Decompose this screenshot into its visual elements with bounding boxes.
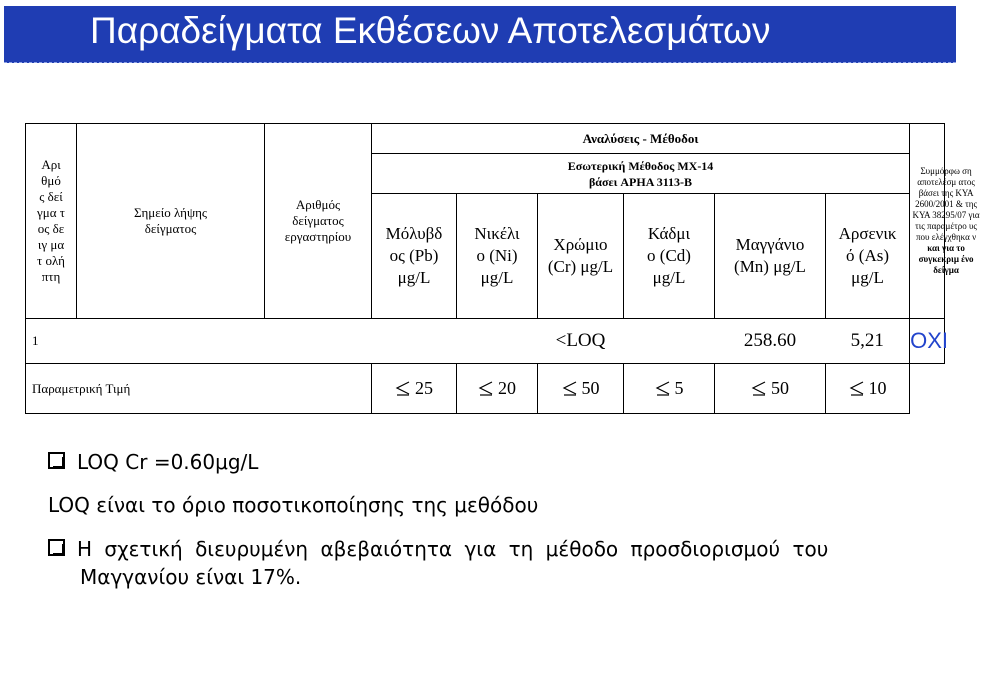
cell-cr: <LOQ [538,319,624,364]
checkbox-bullet-icon [48,539,65,556]
cell-sample-no: 1 [26,319,77,364]
cell-cd [624,319,715,364]
cell-mn: 258.60 [715,319,826,364]
checkbox-bullet-icon [48,452,65,469]
less-equal-icon [478,380,494,396]
param-mn: 50 [715,364,826,414]
note-loq-cr: LOQ Cr =0.60μg/L [48,450,258,474]
less-equal-icon [751,380,767,396]
header-cd: Κάδμι ο (Cd) μg/L [624,194,715,319]
header-compliance: Συμμόρφω ση αποτελέσμ ατος βάσει της ΚΥΑ 2600/2001 & της ΚΥΑ 38295/07 για τις παραμέτρο υς που ελέγχθηκα ν και για το συγκεκριμ ένο δείγμα [910,124,945,319]
param-cd: 5 [624,364,715,414]
less-equal-icon [655,380,671,396]
note-uncertainty-line2: Μαγγανίου είναι 17%. [80,565,302,589]
cell-as: 5,21 [826,319,910,364]
cell-compliance: ΟΧΙ [910,319,945,364]
cell-pb [372,319,457,364]
header-analyses-methods: Αναλύσεις - Μέθοδοι [372,124,910,154]
results-table [25,123,980,414]
less-equal-icon [395,380,411,396]
note-loq-definition: LOQ είναι το όριο ποσοτικοποίησης της μεθόδου [48,493,539,517]
header-pb: Μόλυβδ ος (Pb) μg/L [372,194,457,319]
header-as: Αρσενικ ό (As) μg/L [826,194,910,319]
param-as: 10 [826,364,910,414]
title-bar [4,6,956,63]
param-pb: 25 [372,364,457,414]
page-title: Παραδείγματα Εκθέσεων Αποτελεσμάτων [90,10,771,51]
header-cr: Χρώμιο (Cr) μg/L [538,194,624,319]
less-equal-icon [562,380,578,396]
less-equal-icon [849,380,865,396]
param-label: Παραμετρική Τιμή [26,364,372,414]
param-cr: 50 [538,364,624,414]
header-sample-no: Αρι θμό ς δεί γμα τος δειγ ματ ολή πτη [26,124,77,319]
cell-sampling-point [77,319,265,364]
cell-lab-no [265,319,372,364]
header-method: Εσωτερική Μέθοδος ΜΧ-14 βάσει APHA 3113-B [372,154,910,194]
header-mn: Μαγγάνιο (Mn) μg/L [715,194,826,319]
header-ni: Νικέλι ο (Ni) μg/L [457,194,538,319]
table-row [26,319,945,364]
cell-ni [457,319,538,364]
table-row [26,364,945,414]
param-ni: 20 [457,364,538,414]
param-compliance [910,364,945,414]
header-lab-no: Αριθμός δείγματος εργαστηρίου [265,124,372,319]
header-sampling-point: Σημείο λήψης δείγματος [77,124,265,319]
note-uncertainty: Η σχετική διευρυμένη αβεβαιότητα για τη μέθοδο προσδιορισμού του [48,537,828,561]
